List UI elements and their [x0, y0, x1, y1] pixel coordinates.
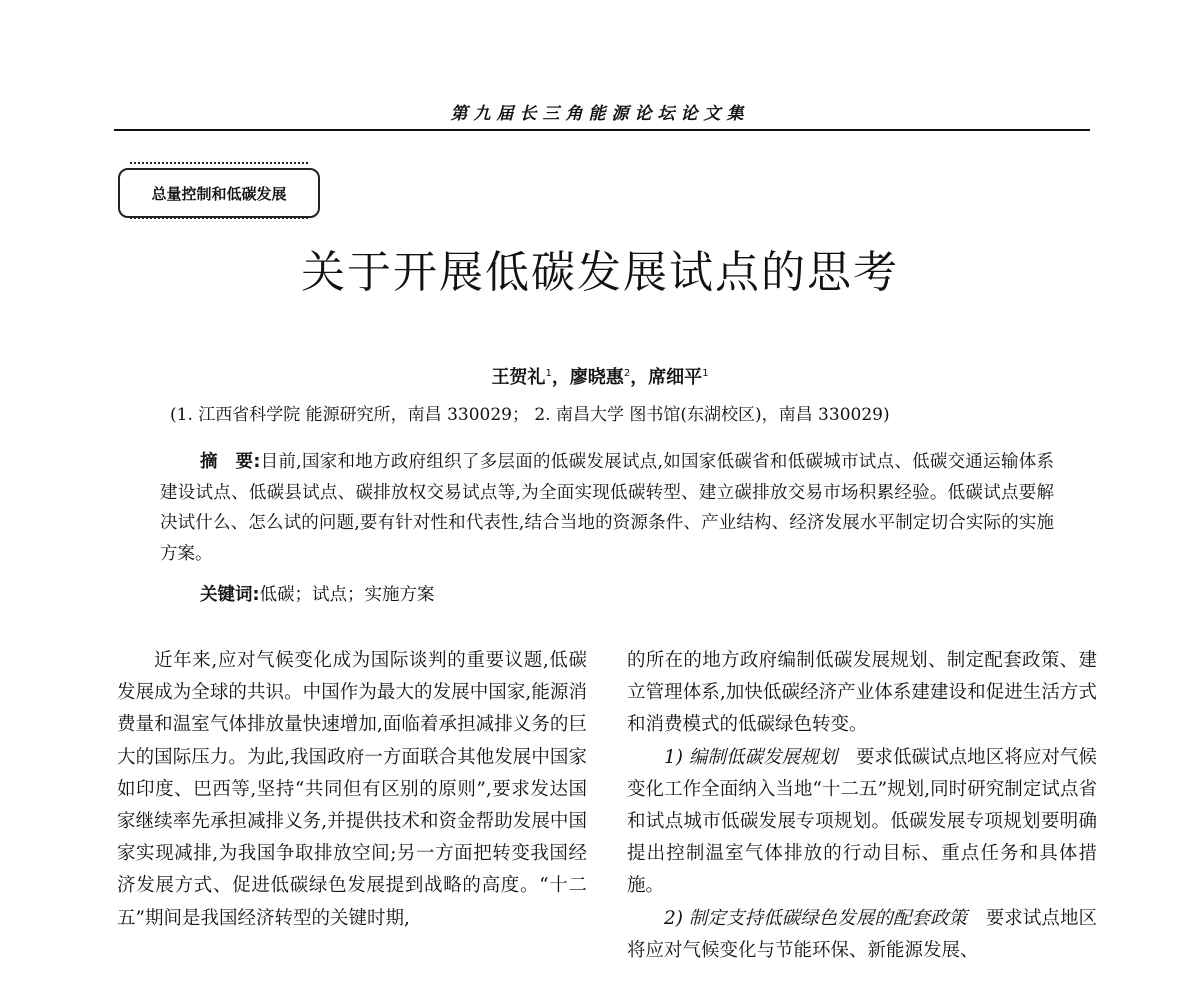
abstract-label: 摘 要: [200, 452, 261, 472]
list-item-heading: 2) 制定支持低碳绿色发展的配套政策 [664, 907, 968, 929]
header-rule [114, 129, 1090, 131]
body-column-right [627, 645, 1097, 967]
list-item-text: 要求低碳试点地区将应对气候变化工作全面纳入当地“十二五”规划,同时研究制定试点省和试点城市低碳发展专项规划。低碳发展专项规划要明确提出控制温室气体排放的行动目标、重点任务和具体措施。 [627, 746, 1097, 897]
keywords [200, 581, 435, 606]
running-head: 第九届长三角能源论坛论文集 [450, 104, 750, 124]
paper-title: 关于开展低碳发展试点的思考 [301, 247, 899, 298]
author-affil-mark: 2 [623, 368, 631, 379]
abstract-text: 目前,国家和地方政府组织了多层面的低碳发展试点,如国家低碳省和低碳城市试点、低碳交通运输体系建设试点、低碳县试点、碳排放权交易试点等,为全面实现低碳转型、建立碳排放交易市场积累经验。低碳试点要解决试什么、怎么试的问题,要有针对性和代表性,结合当地的资源条件、产业结构、经济发展水平制定切合实际的实施方案。 [160, 452, 1055, 564]
list-item [627, 742, 1097, 903]
author-name: 席细平 [648, 367, 703, 388]
abstract [160, 447, 1054, 569]
list-item [627, 903, 1097, 967]
list-item-heading: 1) 编制低碳发展规划 [664, 746, 838, 768]
keywords-text: 低碳；试点；实施方案 [259, 585, 435, 605]
column-label [118, 168, 320, 218]
author-affil-mark: 1 [545, 368, 552, 379]
author-name: 王贺礼 [491, 367, 546, 388]
author-affil-mark: 1 [702, 368, 709, 379]
author-name: 廖晓惠 [569, 367, 624, 388]
body-paragraph: 近年来,应对气候变化成为国际谈判的重要议题,低碳发展成为全球的共识。中国作为最大的发展中国家,能源消费量和温室气体排放量快速增加,面临着承担减排义务的巨大的国际压力。为此,我国政府一方面联合其他发展中国家如印度、巴西等,坚持“共同但有区别的原则”,要求发达国家继续率先承担减排义务,并提供技术和资金帮助发展中国家实现减排,为我国争取排放空间;另一方面把转变我国经济发展方式、促进低碳绿色发展提到战略的高度。“十二五”期间是我国经济转型的关键时期, [117, 650, 587, 929]
column-label-text: 总量控制和低碳发展 [151, 184, 287, 203]
keywords-label: 关键词: [200, 585, 260, 605]
body-paragraph: 的所在的地方政府编制低碳发展规划、制定配套政策、建立管理体系,加快低碳经济产业体系建建设和促进生活方式和消费模式的低碳绿色转变。 [627, 650, 1097, 736]
affiliations: (1. 江西省科学院 能源研究所，南昌 330029； 2. 南昌大学 图书馆(东湖校区)，南昌 330029) [170, 405, 890, 425]
list-item-text: 要求试点地区将应对气候变化与节能环保、新能源发展、 [627, 907, 1097, 961]
body-column-left [117, 645, 587, 935]
author-line: 王贺礼$^1$，廖晓惠$^2$，席细平$^1$ [491, 367, 709, 388]
